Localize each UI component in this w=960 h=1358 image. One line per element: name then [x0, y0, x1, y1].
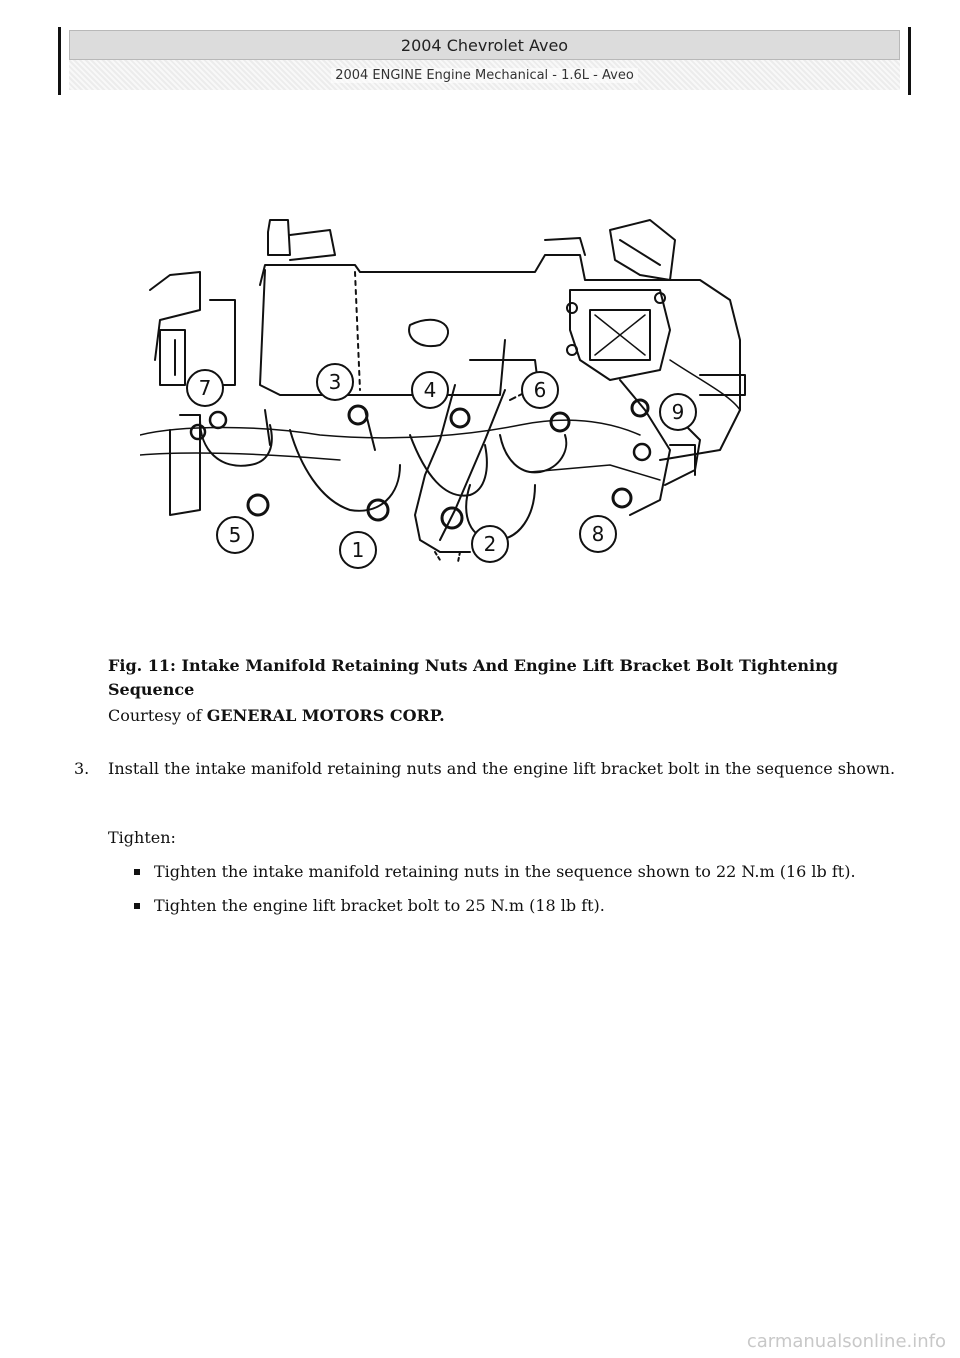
- callout-1-label: 1: [351, 538, 365, 562]
- tighten-label: Tighten:: [108, 828, 176, 847]
- list-item: [130, 860, 910, 884]
- courtesy-company: GENERAL MOTORS CORP.: [206, 706, 445, 725]
- header-title-bar: [69, 30, 900, 60]
- step-text: Install the intake manifold retaining nuts and the engine lift bracket bolt in the sequence shown.: [108, 759, 896, 778]
- procedure-step: [74, 756, 909, 782]
- callout-6-label: 6: [533, 378, 547, 402]
- figure-title: Fig. 11: Intake Manifold Retaining Nuts And Engine Lift Bracket Bolt Tightening Sequence: [108, 656, 838, 699]
- tighten-item-text: Tighten the intake manifold retaining nuts in the sequence shown to 22 N.m (16 lb ft).: [154, 862, 856, 881]
- callout-5-label: 5: [228, 523, 242, 547]
- figure-courtesy: [108, 704, 908, 728]
- callout-9-label: 9: [671, 400, 685, 424]
- page-header: [58, 27, 911, 95]
- callout-8-label: 8: [591, 522, 605, 546]
- list-item: [130, 894, 910, 918]
- callout-4-label: 4: [423, 378, 437, 402]
- figure-caption: [108, 654, 908, 728]
- courtesy-prefix: Courtesy of: [108, 706, 207, 725]
- tighten-list: [130, 860, 910, 928]
- step-number: 3.: [74, 759, 90, 778]
- tighten-item-text: Tighten the engine lift bracket bolt to 25 N.m (18 lb ft).: [154, 896, 605, 915]
- callout-3-label: 3: [328, 370, 342, 394]
- header-subtitle-bar: [69, 60, 900, 90]
- bullet-icon: [134, 903, 140, 909]
- bullet-icon: [134, 869, 140, 875]
- callout-7-label: 7: [198, 376, 212, 400]
- header-title: 2004 Chevrolet Aveo: [400, 35, 569, 55]
- callout-2-label: 2: [483, 532, 497, 556]
- intake-manifold-illustration: [140, 210, 780, 580]
- header-subtitle: 2004 ENGINE Engine Mechanical - 1.6L - Aveo: [331, 68, 638, 83]
- watermark: carmanualsonline.info: [746, 1331, 946, 1352]
